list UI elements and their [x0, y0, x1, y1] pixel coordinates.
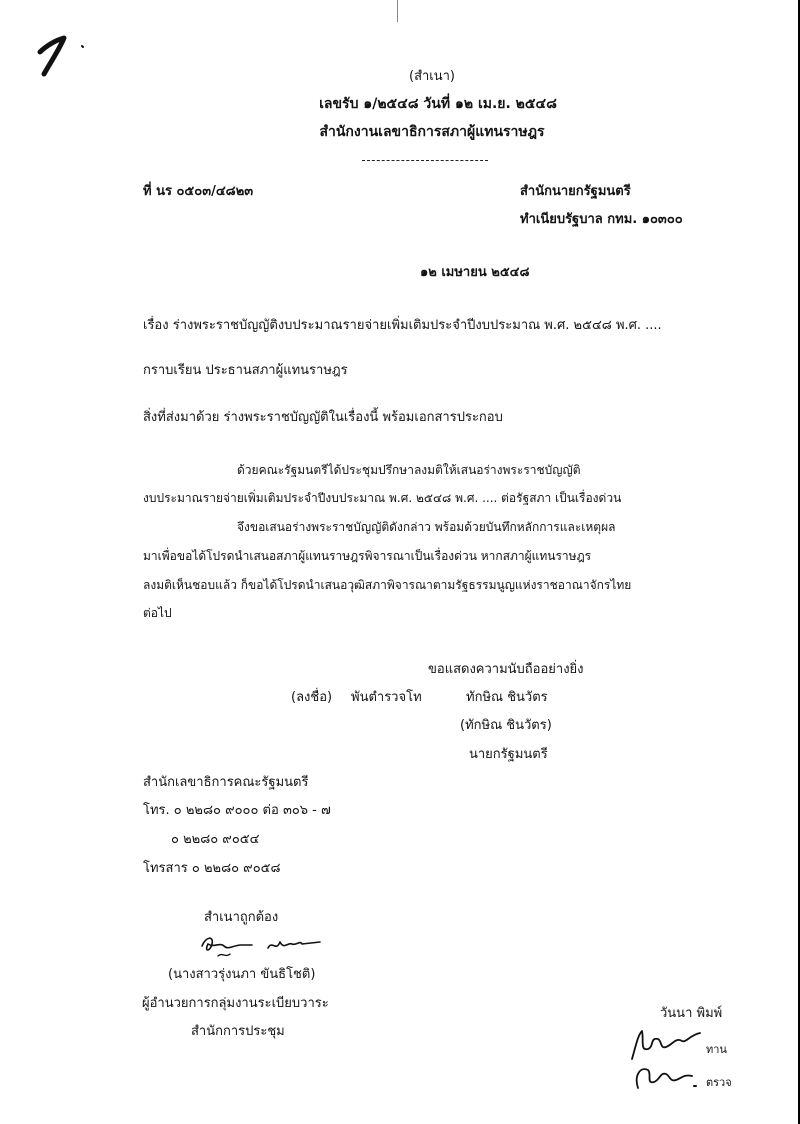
body-line-6: ต่อไป — [143, 606, 172, 620]
certified-copy-label: สำเนาถูกต้อง — [204, 910, 279, 925]
copy-label: (สำเนา) — [408, 69, 456, 84]
proofread-label: ทาน — [706, 1043, 727, 1056]
certifier-name: (นางสาวรุ่งนภา ขันธิโชติ) — [168, 967, 316, 982]
body-line-1: ด้วยคณะรัฐมนตรีได้ประชุมปรึกษาลงมติให้เสนอร่างพระราชบัญญัติ — [237, 463, 581, 477]
letter-date: ๑๒ เมษายน ๒๕๔๘ — [420, 265, 530, 280]
checked-label: ตรวจ — [706, 1076, 732, 1089]
secretariat-name: สำนักงานเลขาธิการสภาผู้แทนราษฎร — [319, 124, 545, 140]
signer-name-parenthesized: (ทักษิณ ชินวัตร) — [460, 718, 552, 733]
certifier-signature — [196, 928, 326, 960]
divider — [362, 160, 488, 161]
contact-phone-2: ๐ ๒๒๘๐ ๙๐๕๔ — [171, 832, 260, 847]
subject-line: เรื่อง ร่างพระราชบัญญัติงบประมาณรายจ่ายเพิ่มเติมประจำปีงบประมาณ พ.ศ. ๒๕๔๘ พ.ศ. .... — [143, 318, 662, 333]
closing-regards: ขอแสดงความนับถืออย่างยิ่ง — [428, 662, 584, 677]
reference-number: ที่ นร ๐๕๐๓/๔๘๒๓ — [143, 184, 254, 199]
signer-rank: พันตำรวจโท — [351, 690, 422, 705]
contact-office: สำนักเลขาธิการคณะรัฐมนตรี — [143, 775, 309, 790]
body-line-4: มาเพื่อขอได้โปรดนำเสนอสภาผู้แทนราษฎรพิจารณาเป็นเรื่องด่วน หากสภาผู้แทนราษฎร — [143, 549, 592, 563]
handwritten-page-number — [30, 30, 90, 80]
contact-phone-1: โทร. ๐ ๒๒๘๐ ๙๐๐๐ ต่อ ๓๐๖ - ๗ — [143, 803, 331, 818]
certifier-title: ผู้อำนวยการกลุ่มงานระเบียบวาระ — [142, 996, 329, 1011]
contact-fax: โทรสาร ๐ ๒๒๘๐ ๙๐๕๘ — [143, 861, 281, 876]
office-address: ทำเนียบรัฐบาล กทม. ๑๐๓๐๐ — [520, 212, 683, 227]
receipt-line: เลขรับ ๑/๒๕๔๘ วันที่ ๑๒ เม.ย. ๒๕๔๘ — [319, 96, 557, 112]
issuing-office: สำนักนายกรัฐมนตรี — [520, 184, 631, 199]
body-line-3: จึงขอเสนอร่างพระราชบัญญัติดังกล่าว พร้อมด้วยบันทึกหลักการและเหตุผล — [237, 520, 616, 534]
enclosure-line: สิ่งที่ส่งมาด้วย ร่างพระราชบัญญัติในเรื่องนี้ พร้อมเอกสารประกอบ — [143, 410, 503, 425]
body-line-5: ลงมติเห็นชอบแล้ว ก็ขอได้โปรดนำเสนอวุฒิสภาพิจารณาตามรัฐธรรมนูญแห่งราชอาณาจักรไทย — [143, 578, 632, 592]
typist-line: วันนา พิมพ์ — [660, 1006, 723, 1021]
body-line-2: งบประมาณรายจ่ายเพิ่มเติมประจำปีงบประมาณ พ.ศ. ๒๕๔๘ พ.ศ. .... ต่อรัฐสภา เป็นเรื่องด่วน — [143, 491, 622, 505]
signer-name: ทักษิณ ชินวัตร — [466, 690, 548, 705]
salutation: กราบเรียน ประธานสภาผู้แทนราษฎร — [143, 363, 348, 378]
checker-initials — [630, 1058, 710, 1098]
fold-mark — [397, 0, 398, 22]
signer-position: นายกรัฐมนตรี — [469, 747, 548, 762]
signed-label: (ลงชื่อ) — [291, 690, 333, 705]
certifier-bureau: สำนักการประชุม — [191, 1024, 285, 1039]
